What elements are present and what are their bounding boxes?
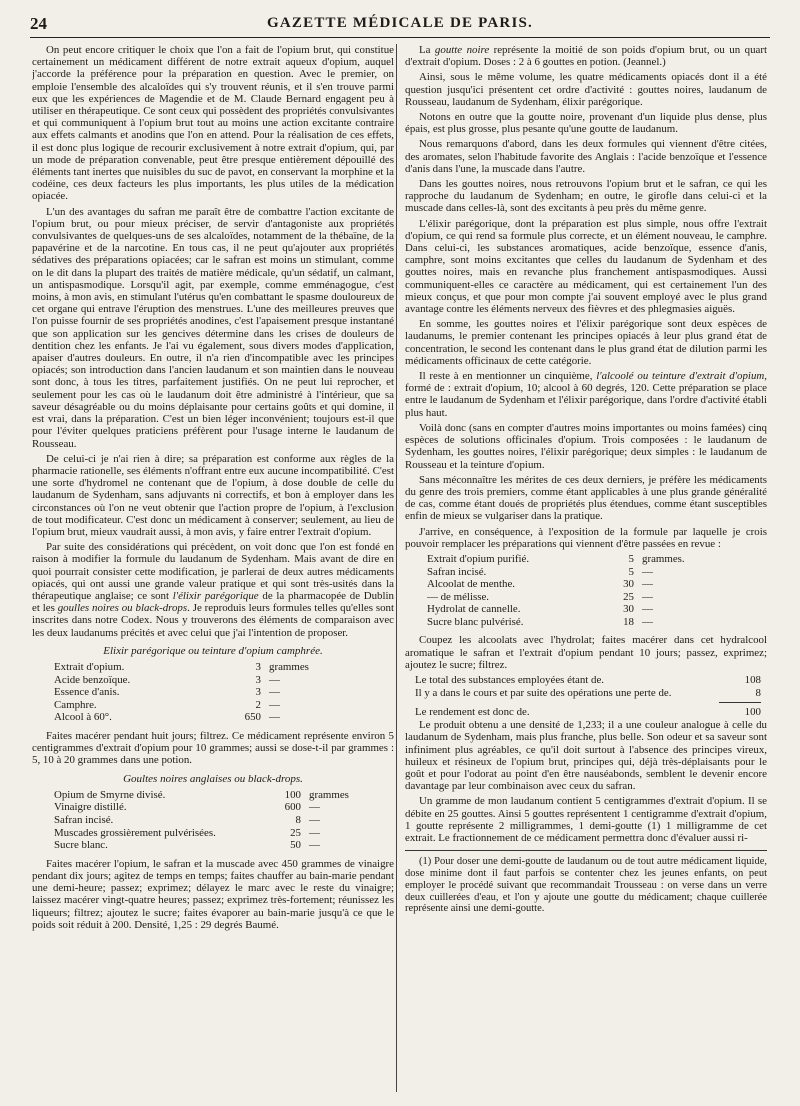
header-rule: [30, 37, 770, 38]
elixir-formula-title: Elixir parégorique ou teinture d'opium camphrée.: [103, 644, 323, 657]
footnote: (1) Pour doser une demi-goutte de laudanum ou de tout autre médicament liquide, dose minime dont il faut parfois se contenter chez les jeunes enfants, on peut employer le procédé suivant que recommandait Trousseau : on verse dans un verre deux cuillerées d'eau, et l'on y ajoute une goutte du médicament; chaque cuillerée représente ainsi une demi-goutte.: [405, 856, 767, 915]
paragraph: Coupez les alcoolats avec l'hydrolat; faites macérer dans cet hydralcool aromatique le safran et l'extrait d'opium pendant 10 jours; passez, exprimez; ajoutez le sucre; filtrez.: [405, 634, 767, 671]
paragraph: On peut encore critiquer le choix que l'on a fait de l'opium brut, qui constitue certainement un médicament différent de notre extrait aqueux d'opium, auquel j'accorde la préférence pour la préparation en question. Avec le premier, on emploie l'ensemble des alcaloïdes qui s'y trouvent réunis, et il s'en trouve parmi eux que les expériences de Magendie et de M. Claude Bernard engagent peu à utiliser en thérapeutique. Ce sont ceux qui possèdent des propriétés convulsivantes et qui communiquent à l'opium brut tout au moins une action excitante contraire aux effets calmants et anodins que l'on en attend. Pour la réalisation de ces effets, il est donc plus logique de recourir exclusivement à notre extrait d'opium, qui, par un mode de préparation convenable, peut être presque entièrement dépouillé des éléments tant inertes que nuisibles du suc de pavot, en conservant la morphine et la codéine, ces deux facteurs les plus importants, les plus utiles de la médication opiacée.: [32, 44, 394, 203]
footnote-rule: [405, 850, 767, 851]
formula-row: Extrait d'opium. 3 grammes: [54, 660, 309, 673]
paragraph: Faites macérer l'opium, le safran et la muscade avec 450 grammes de vinaigre pendant dix jours; agitez de temps en temps; faites chauffer au bain-marie pendant une demi-heure; passez; exprimez; délayez le marc avec le reste du vinaigre; laissez macérer vingt-quatre heures; passez; exprimez très-fortement; réunissez les liqueurs; filtrez; ajoutez le sucre; faites évaporer au bain-marie jusqu'à ce que le poids soit réduit à 200. Densité, 1,25 : 29 degrés Baumé.: [32, 857, 394, 931]
black-drops-formula: [54, 789, 394, 852]
paragraph: Par suite des considérations qui précèdent, on voit donc que l'on est fondé en raison à modifier la formule du laudanum de Sydenham. Mais avant de dire en quoi pourrait consister cette modification, je parlerai de deux autres médicaments opiacés, qui ont aussi une grande valeur pratique et qui sont très-usités dans la thérapeutique anglaise; ce sont l'élixir parégorique de la pharmacopée de Dublin et les goulles noires ou black-drops. Je reproduis leurs formules telles qu'elles sont inscrites dans notre Codex. Nous y trouverons des éléments de comparaison avec les deux laudanums précités et avec celui que j'ai l'intention de proposer.: [32, 541, 394, 639]
page-number: 24: [30, 14, 47, 33]
new-laudanum-formula: [427, 553, 767, 629]
paragraph: J'arrive, en conséquence, à l'exposition de la formule par laquelle je crois pouvoir remplacer les préparations qui viennent d'être passées en revue :: [405, 525, 767, 550]
formula-row: Muscades grossièrement pulvérisées. 25 —: [54, 826, 320, 839]
paragraph: En somme, les gouttes noires et l'élixir parégorique sont deux espèces de laudanums, le premier contenant les principes opiacés à leur plus grand état de concentration, le second les contenant dans le plus grand état de dilution parmi les médicaments officinaux de cette catégorie.: [405, 318, 767, 367]
elixir-formula: [54, 661, 394, 724]
formula-row: Opium de Smyrne divisé. 100 grammes: [54, 788, 349, 801]
left-column: [32, 44, 394, 1092]
paragraph: Il reste à en mentionner un cinquième, l'alcoolé ou teinture d'extrait d'opium, formé de : extrait d'opium, 10; alcool à 60 degrés, 120. Cette préparation se place entre le laudanum de Sydenham et l'élixir parégorique, dans l'ordre d'activité établi plus haut.: [405, 370, 767, 419]
paragraph: Sans méconnaître les mérites de ces deux derniers, je préfère les médicaments du genre des trois premiers, comme étant applicables à une plus grande généralité de cas, comme étant doués de propriétés plus étendues, comme étant susceptibles enfin de mieux se vulgariser dans la pratique.: [405, 473, 767, 523]
paragraph: Le produit obtenu a une densité de 1,233; il a une couleur analogue à celle du laudanum de Sydenham, mais plus franche, plus belle. Son odeur et sa saveur sont infiniment plus agréables, ce qu'il doit surtout à l'absence des principes vireux, huileux et résineux de l'opium brut, principes qui, déjà très-déplaisants pour le goût et pour l'odorat au point d'en être nauséabonds, semblent le devenir encore davantage par leur combinaison avec ceux du safran.: [405, 719, 767, 793]
paragraph: L'un des avantages du safran me paraît être de combattre l'action excitante de l'opium brut, ou pour mieux préciser, de servir d'antagoniste aux propriétés convulsivantes de quelques-uns de ses alcaloïdes, notamment de la thébaïne, de la papavérine et de la narcotine. En tous cas, il ne peut qu'ajouter aux propriétés sédatives des préparations opiacées; car le safran est moins un stimulant, comme on le dit dans la plupart des traités de matière médicale, qu'un sédatif, un calmant, un antispasmodique. Lorsqu'il agit, par exemple, comme emménagogue, c'est moins, à mon avis, en stimulant l'utérus qu'en combattant le spasme douloureux de cet organe qui entrave l'éruption des menstrues. L'une des meilleures preuves que l'on puisse fournir de ses propriétés anodines, c'est l'apaisement presque instantané que son application sur les gencives détermine dans les crises de douleurs de dentition chez les enfants. Je l'ai vu également, sous divers modes d'application, apaiser d'autres douleurs. En outre, il n'a rien d'incompatible avec les principes opiacés; son introduction dans l'ancien laudanum et son maintien dans le nouveau sont donc, à tous les titres, parfaitement justifiés. On ne peut lui reprocher, et seulement pour les cas où le laudanum doit être administré à l'intérieur, que sa saveur désagréable ou du moins déplaisante pour certains goûts et qui domine, il est vrai, dans la préparation. C'est un bien léger inconvénient; toujours est-il que pour l'éviter quelques praticiens préfèrent pour l'usage interne le laudanum de Rousseau.: [32, 205, 394, 450]
yield-row: Le rendement est donc de. 100: [415, 706, 761, 719]
formula-row: Camphre. 2 —: [54, 698, 280, 711]
paragraph: Dans les gouttes noires, nous retrouvons l'opium brut et le safran, ce qui les rapproche du laudanum de Sydenham; en outre, le girofle dans celui-ci et la muscade dans celles-là, sont des excitants à peu près du même genre.: [405, 178, 767, 215]
formula-row: Vinaigre distillé. 600 —: [54, 801, 320, 814]
paragraph: Faites macérer pendant huit jours; filtrez. Ce médicament représente environ 5 centigrammes d'extrait d'opium pour 10 grammes; aussi se dose-t-il par grammes : 5, 10 à 20 grammes dans une potion.: [32, 729, 394, 767]
paragraph: L'élixir parégorique, dont la préparation est plus simple, nous offre l'extrait d'opium, ce qui rend sa formule plus correcte, et un élément nouveau, le camphre. Dans celui-ci, les substances aromatiques, acide benzoïque, essence d'anis, camphre, sont moins excitantes que celles du laudanum de Sydenham et des gouttes noires, mais en revanche plus franchement antispasmodiques. Aussi communiquent-elles ce caractère au médicament, qui est certainement l'un des mieux conçus, et que pour mon compte j'ai souvent employé avec le plus grand avantage contre les éléments nerveux des fièvres et des phlegmasies aiguës.: [405, 217, 767, 316]
right-column: [405, 44, 767, 1092]
paragraph: Voilà donc (sans en compter d'autres moins importantes ou moins famées) cinq espèces de solutions officinales d'opium. Trois composées : le laudanum de Sydenham, les gouttes noires, l'élixir parégorique; deux simples : le laudanum de Rousseau et la teinture d'opium.: [405, 421, 767, 471]
sum-rule: [719, 702, 761, 703]
paragraph: Notons en outre que la goutte noire, provenant d'un liquide plus dense, plus épais, est plus grosse, plus pesante qu'une goutte de laudanum.: [405, 111, 767, 136]
paragraph: De celui-ci je n'ai rien à dire; sa préparation est conforme aux règles de la pharmacie rationelle, ses éléments n'offrant entre eux aucune incompatibilité. C'est une sorte d'hydromel ne contenant que de l'opium, à dose double de celle du laudanum de Sydenham, sans adjuvants ni correctifs, et bon à employer dans les circonstances où l'on ne veut obtenir que l'action propre de l'opium, à l'exclusion de tout modificateur. C'est donc un médicament à conserver; seulement, au lieu de l'opium brut, mieux vaudrait aussi, à mon avis, y faire entrer l'extrait d'opium.: [32, 452, 394, 538]
paragraph: Ainsi, sous le même volume, les quatre médicaments opiacés dont il a été question jusqu'ici présentent cet ordre d'activité : gouttes noires, laudanum de Rousseau, laudanum de Sydenham, élixir parégorique.: [405, 71, 767, 108]
loss-row: Il y a dans le cours et par suite des opérations une perte de. 8: [415, 687, 761, 700]
formula-row: Safran incisé. 8 —: [54, 813, 320, 826]
formula-row: Acide benzoïque. 3 —: [54, 673, 280, 686]
formula-row: Hydrolat de cannelle. 30 —: [427, 603, 653, 616]
formula-row: Sucre blanc pulvérisé. 18 —: [427, 615, 653, 628]
paragraph: Un gramme de mon laudanum contient 5 centigrammes d'extrait d'opium. Il se débite en 25 gouttes. Ainsi 5 gouttes représentent 1 centigramme d'extrait d'opium, 1 goutte représente 2 milligrammes, 1 demi-goutte (1) 1 milligramme de cet extrait. Le fractionnement de ce médicament permettra donc d'évaluer aussi ri-: [405, 795, 767, 844]
page-header: [30, 10, 770, 36]
formula-row: Extrait d'opium purifié. 5 grammes.: [427, 552, 685, 565]
formula-row: Safran incisé. 5 —: [427, 565, 653, 578]
journal-title: GAZETTE MÉDICALE DE PARIS.: [267, 15, 533, 31]
black-drops-formula-title: Goultes noires anglaises ou black-drops.: [123, 772, 303, 785]
formula-row: Essence d'anis. 3 —: [54, 686, 280, 699]
paragraph: Nous remarquons d'abord, dans les deux formules qui viennent d'être citées, des aromates, selon l'habitude favorite des Anglais : l'acide benzoïque et l'essence d'anis dans l'une, la muscade dans l'autre.: [405, 138, 767, 175]
paragraph: La goutte noire représente la moitié de son poids d'opium brut, ou un quart d'extrait d'opium. Doses : 2 à 6 gouttes en potion. (Jeannel.): [405, 44, 767, 69]
formula-row: — de mélisse. 25 —: [427, 590, 653, 603]
total-row: Le total des substances employées étant de. 108: [415, 674, 761, 687]
column-divider: [396, 44, 397, 1092]
formula-row: Alcool à 60°. 650 —: [54, 711, 280, 724]
formula-row: Alcoolat de menthe. 30 —: [427, 578, 653, 591]
formula-row: Sucre blanc. 50 —: [54, 839, 320, 852]
